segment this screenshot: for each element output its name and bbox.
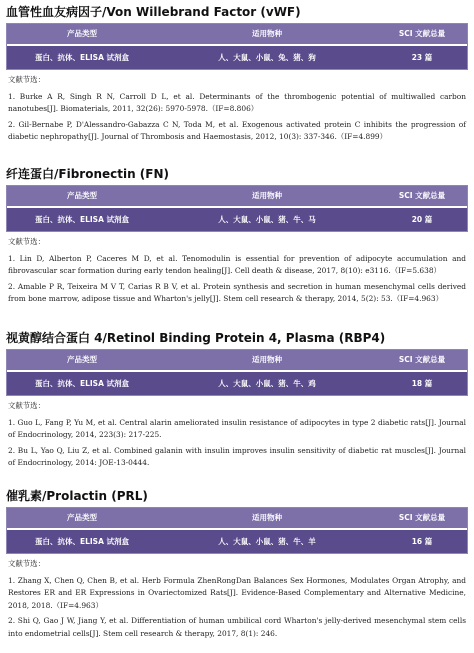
table-row	[7, 206, 467, 231]
cell-species: 人、大鼠、小鼠、猪、牛、鸡	[218, 379, 316, 388]
table-row	[7, 528, 467, 553]
header-species: 适用物种	[252, 513, 282, 522]
reference-item: 1. Guo L, Fang P, Yu M, et al. Central alarin ameliorated insulin resistance of adipocytes in type 2 diabetic rats[J]. Journal of Endocrinology, 2014, 223(3): 217-225.	[8, 417, 466, 440]
reference-item: 2. Gil‐Bernabe P, D'Alessandro‐Gabazza C N, Toda M, et al. Exogenous activated protein C inhibits the progression of diabetic nephropathy[J]. Journal of Thrombosis and Haemostasis, 2012, 10(3): 337-346.（IF=4.899）	[8, 119, 466, 142]
table-header-row	[7, 350, 467, 370]
table-row	[7, 370, 467, 395]
table-row	[7, 44, 467, 69]
reference-item: 1. Burke A R, Singh R N, Carroll D L, et al. Determinants of the thrombogenic potential of multiwalled carbon nanotubes[J]. Biomaterials, 2011, 32(26): 5970-5978.（IF=8.806）	[8, 91, 466, 114]
product-table	[6, 23, 468, 70]
references-label: 文献节选：	[8, 401, 45, 410]
section-vwf	[6, 4, 468, 149]
section-title: 纤连蛋白/Fibronectin (FN)	[6, 167, 170, 181]
cell-species: 人、大鼠、小鼠、猪、牛、马	[218, 215, 316, 224]
header-type: 产品类型	[67, 29, 97, 38]
cell-species: 人、大鼠、小鼠、兔、猪、狗	[218, 53, 316, 62]
references-label: 文献节选：	[8, 559, 45, 568]
header-type: 产品类型	[67, 191, 97, 200]
cell-type: 蛋白、抗体、ELISA 试剂盒	[34, 53, 129, 62]
reference-item: 2. Shi Q, Gao J W, Jiang Y, et al. Differentiation of human umbilical cord Wharton's jelly-derived mesenchymal stem cells into endometrial cells[J]. Stem cell research & therapy, 2017, 8(1): 246.	[8, 616, 466, 638]
reference-item: 1. Lin D, Alberton P, Caceres M D, et al. Tenomodulin is essential for prevention of adipocyte accumulation and fibrovascular scar formation during early tendon healing[J]. Cell death & disease, 2017, 8(10): e3116.（IF=5.638）	[8, 253, 466, 276]
header-sci: SCI 文献总量	[398, 513, 446, 522]
header-sci: SCI 文献总量	[398, 191, 446, 200]
product-table	[6, 507, 468, 554]
references	[6, 70, 468, 149]
cell-sci: 18 篇	[411, 379, 433, 388]
reference-item: 2. Amable P R, Teixeira M V T, Carias R B V, et al. Protein synthesis and secretion in human mesenchymal cells derived from bone marrow, adipose tissue and Wharton's jelly[J]. Stem cell research & therapy, 2014, 5(2): 53.（IF=4.963）	[8, 281, 466, 304]
cell-type: 蛋白、抗体、ELISA 试剂盒	[34, 215, 129, 224]
table-header-row	[7, 24, 467, 44]
product-table	[6, 185, 468, 232]
header-species: 适用物种	[252, 191, 282, 200]
header-species: 适用物种	[252, 355, 282, 364]
section-title: 催乳素/Prolactin (PRL)	[6, 489, 148, 503]
section-title: 血管性血友病因子/Von Willebrand Factor (vWF)	[6, 5, 301, 19]
section-title: 视黄醇结合蛋白 4/Retinol Binding Protein 4, Plasma (RBP4)	[6, 331, 386, 345]
header-type: 产品类型	[67, 355, 97, 364]
product-table	[6, 349, 468, 396]
reference-item: 1. Zhang X, Chen Q, Chen B, et al. Herb Formula ZhenRongDan Balances Sex Hormones, Modulates Organ Atrophy, and Restores ER and ER Expressions in Ovariectomized Rats[J]. Evidence-Based Complementary and Alternative Medicine, 2018, 2018.（IF=4.963）	[8, 575, 466, 610]
references-label: 文献节选：	[8, 75, 45, 84]
header-sci: SCI 文献总量	[398, 355, 446, 364]
table-header-row	[7, 186, 467, 206]
reference-item: 2. Bu L, Yao Q, Liu Z, et al. Combined galanin with insulin improves insulin sensitivity of diabetic rat muscles[J]. Journal of Endocrinology, 2014: JOE-13-0444.	[8, 445, 466, 468]
header-species: 适用物种	[252, 29, 282, 38]
references	[6, 554, 468, 646]
section-prl	[6, 488, 468, 646]
table-header-row	[7, 508, 467, 528]
references-label: 文献节选：	[8, 237, 45, 246]
references	[6, 396, 468, 475]
cell-type: 蛋白、抗体、ELISA 试剂盒	[34, 537, 129, 546]
cell-type: 蛋白、抗体、ELISA 试剂盒	[34, 379, 129, 388]
references	[6, 232, 468, 311]
cell-sci: 20 篇	[411, 215, 433, 224]
section-rbp4	[6, 330, 468, 475]
header-type: 产品类型	[67, 513, 97, 522]
cell-sci: 16 篇	[411, 537, 433, 546]
header-sci: SCI 文献总量	[398, 29, 446, 38]
cell-species: 人、大鼠、小鼠、猪、牛、羊	[218, 537, 316, 546]
section-fn	[6, 166, 468, 311]
cell-sci: 23 篇	[411, 53, 433, 62]
